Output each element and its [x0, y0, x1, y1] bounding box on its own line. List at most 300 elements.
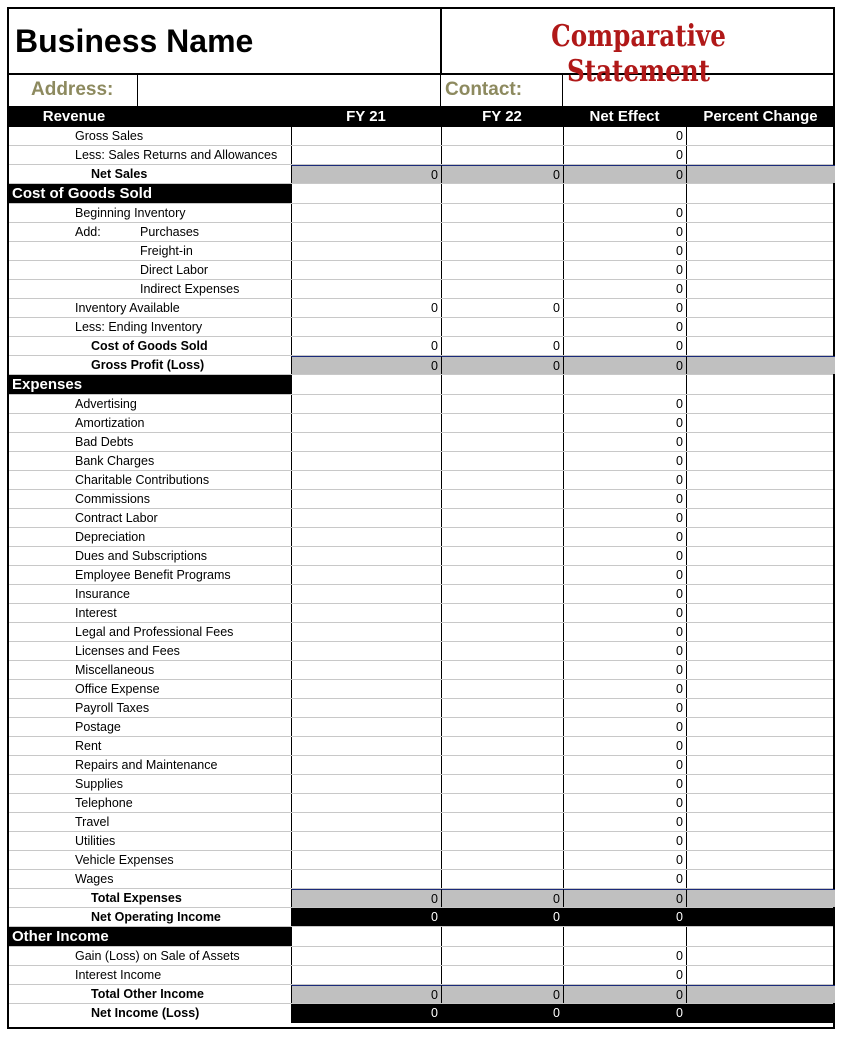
- fy21-cell: 0: [291, 337, 441, 355]
- percent-change-cell[interactable]: [686, 947, 835, 965]
- net-effect-cell: 0: [563, 433, 686, 451]
- row-label: Advertising: [75, 397, 137, 411]
- table-row: [9, 718, 833, 737]
- percent-change-cell[interactable]: [686, 242, 835, 260]
- percent-change-cell: [686, 889, 835, 907]
- table-row: [9, 433, 833, 452]
- fy22-cell[interactable]: [441, 966, 563, 984]
- fy21-cell[interactable]: [291, 737, 441, 755]
- table-row: [9, 452, 833, 471]
- other-income-rows: [9, 947, 833, 985]
- percent-change-cell[interactable]: [686, 870, 835, 888]
- percent-change-cell: [686, 1004, 835, 1023]
- percent-change-cell[interactable]: [686, 509, 835, 527]
- fy22-header: FY 22: [482, 108, 522, 125]
- percent-change-cell[interactable]: [686, 204, 835, 222]
- fy22-cell[interactable]: [441, 528, 563, 546]
- fy22-cell: 0: [441, 908, 563, 926]
- percent-change-cell[interactable]: [686, 680, 835, 698]
- fy21-cell: [291, 375, 441, 394]
- percent-change-cell[interactable]: [686, 280, 835, 298]
- row-label: Gross Profit (Loss): [91, 358, 205, 372]
- percent-change-cell: [686, 375, 835, 394]
- fy22-cell[interactable]: [441, 718, 563, 736]
- percent-change-header: Percent Change: [703, 108, 818, 125]
- net-effect-cell: 0: [563, 452, 686, 470]
- percent-change-cell[interactable]: [686, 395, 835, 413]
- fy22-cell[interactable]: [441, 813, 563, 831]
- row-label: Total Expenses: [91, 891, 182, 905]
- row-label: Vehicle Expenses: [75, 853, 174, 867]
- fy21-cell[interactable]: [291, 395, 441, 413]
- row-label: Direct Labor: [140, 263, 209, 277]
- percent-change-cell[interactable]: [686, 585, 835, 603]
- fy22-cell: [441, 184, 563, 203]
- row-label: Insurance: [75, 587, 130, 601]
- fy22-cell: 0: [441, 889, 563, 907]
- net-effect-cell: 0: [563, 680, 686, 698]
- percent-change-cell: [686, 165, 835, 183]
- table-row: [9, 223, 833, 242]
- row-label: Gross Sales: [75, 129, 144, 143]
- fy21-cell[interactable]: [291, 280, 441, 298]
- header: [9, 9, 833, 89]
- percent-change-cell[interactable]: [686, 737, 835, 755]
- net-effect-cell: 0: [563, 794, 686, 812]
- fy21-cell[interactable]: [291, 547, 441, 565]
- percent-change-cell[interactable]: [686, 528, 835, 546]
- percent-change-cell: [686, 184, 835, 203]
- fy21-cell[interactable]: [291, 851, 441, 869]
- percent-change-cell[interactable]: [686, 337, 835, 355]
- section-title: Cost of Goods Sold: [9, 184, 291, 203]
- net-effect-cell: [563, 375, 686, 394]
- row-label: Travel: [75, 815, 110, 829]
- row-label: Licenses and Fees: [75, 644, 180, 658]
- fy21-cell[interactable]: [291, 585, 441, 603]
- net-effect-header: Net Effect: [589, 108, 660, 125]
- percent-change-cell[interactable]: [686, 566, 835, 584]
- table-row: [9, 242, 833, 261]
- net-effect-cell: 0: [563, 547, 686, 565]
- table-row: [9, 414, 833, 433]
- fy21-cell[interactable]: [291, 127, 441, 145]
- fy22-cell[interactable]: [441, 547, 563, 565]
- percent-change-cell[interactable]: [686, 813, 835, 831]
- fy21-cell[interactable]: [291, 642, 441, 660]
- fy22-cell[interactable]: [441, 699, 563, 717]
- row-label: Postage: [75, 720, 121, 734]
- table-row: [9, 604, 833, 623]
- net-effect-cell: 0: [563, 127, 686, 145]
- net-effect-cell: 0: [563, 165, 686, 183]
- table-row: [9, 947, 833, 966]
- fy21-cell[interactable]: [291, 775, 441, 793]
- fy21-cell[interactable]: [291, 699, 441, 717]
- fy21-cell[interactable]: [291, 318, 441, 336]
- percent-change-cell[interactable]: [686, 775, 835, 793]
- row-label: Rent: [75, 739, 102, 753]
- table-row: [9, 547, 833, 566]
- section-title: Other Income: [9, 927, 291, 946]
- fy22-cell[interactable]: [441, 642, 563, 660]
- fy21-cell: 0: [291, 1004, 441, 1023]
- row-label: Net Income (Loss): [91, 1006, 200, 1020]
- percent-change-cell[interactable]: [686, 623, 835, 641]
- table-row: [9, 908, 833, 927]
- net-effect-cell: 0: [563, 642, 686, 660]
- net-effect-cell: 0: [563, 623, 686, 641]
- percent-change-cell[interactable]: [686, 471, 835, 489]
- fy22-cell[interactable]: [441, 947, 563, 965]
- net-effect-cell: 0: [563, 604, 686, 622]
- percent-change-cell[interactable]: [686, 452, 835, 470]
- fy22-cell[interactable]: [441, 870, 563, 888]
- row-label: Office Expense: [75, 682, 160, 696]
- percent-change-cell[interactable]: [686, 756, 835, 774]
- table-row: [9, 756, 833, 775]
- table-row: [9, 1004, 833, 1023]
- net-effect-cell: 0: [563, 1004, 686, 1023]
- fy21-cell[interactable]: [291, 718, 441, 736]
- section-title: Expenses: [9, 375, 291, 394]
- table-row: [9, 165, 833, 184]
- net-effect-cell: 0: [563, 661, 686, 679]
- fy22-cell[interactable]: [441, 204, 563, 222]
- net-effect-cell: 0: [563, 775, 686, 793]
- fy21-cell[interactable]: [291, 604, 441, 622]
- statement-body: [9, 127, 833, 1023]
- row-label: Less: Ending Inventory: [75, 320, 203, 334]
- net-effect-cell: 0: [563, 414, 686, 432]
- percent-change-cell[interactable]: [686, 642, 835, 660]
- net-effect-cell: 0: [563, 509, 686, 527]
- fy22-cell[interactable]: [441, 490, 563, 508]
- percent-change-cell: [686, 908, 835, 926]
- table-row: [9, 566, 833, 585]
- fy22-cell[interactable]: [441, 737, 563, 755]
- fy22-cell: 0: [441, 299, 563, 317]
- fy21-cell[interactable]: [291, 813, 441, 831]
- table-row: [9, 966, 833, 985]
- percent-change-cell[interactable]: [686, 490, 835, 508]
- table-row: [9, 870, 833, 889]
- table-row: [9, 299, 833, 318]
- divider: [440, 75, 441, 106]
- net-effect-cell: 0: [563, 299, 686, 317]
- row-label: Interest: [75, 606, 117, 620]
- row-label: Bad Debts: [75, 435, 134, 449]
- statement-title: Comparative Statement: [551, 19, 726, 89]
- section-cogs: [9, 184, 833, 204]
- table-row: [9, 813, 833, 832]
- address-row: [9, 75, 833, 107]
- fy21-cell[interactable]: [291, 433, 441, 451]
- net-effect-cell: 0: [563, 870, 686, 888]
- row-label: Miscellaneous: [75, 663, 155, 677]
- fy21-cell[interactable]: [291, 680, 441, 698]
- fy22-cell[interactable]: [441, 756, 563, 774]
- fy22-cell: [441, 927, 563, 946]
- net-effect-cell: 0: [563, 813, 686, 831]
- percent-change-cell[interactable]: [686, 966, 835, 984]
- row-label: Indirect Expenses: [140, 282, 240, 296]
- row-label: Beginning Inventory: [75, 206, 186, 220]
- row-label: Charitable Contributions: [75, 473, 210, 487]
- row-label: Bank Charges: [75, 454, 155, 468]
- table-row: [9, 832, 833, 851]
- row-label: Net Sales: [91, 167, 148, 181]
- percent-change-cell[interactable]: [686, 718, 835, 736]
- fy22-cell[interactable]: [441, 509, 563, 527]
- row-label: Legal and Professional Fees: [75, 625, 234, 639]
- net-effect-cell: 0: [563, 985, 686, 1003]
- fy21-cell: 0: [291, 165, 441, 183]
- fy21-cell: 0: [291, 908, 441, 926]
- fy21-cell: [291, 184, 441, 203]
- percent-change-cell[interactable]: [686, 414, 835, 432]
- table-row: [9, 280, 833, 299]
- fy22-cell[interactable]: [441, 318, 563, 336]
- fy22-cell[interactable]: [441, 566, 563, 584]
- fy21-cell: 0: [291, 299, 441, 317]
- percent-change-cell: [686, 356, 835, 374]
- net-effect-cell: 0: [563, 832, 686, 850]
- net-effect-cell: 0: [563, 490, 686, 508]
- net-effect-cell: 0: [563, 699, 686, 717]
- table-row: [9, 318, 833, 337]
- net-effect-cell: 0: [563, 566, 686, 584]
- row-label: Interest Income: [75, 968, 162, 982]
- fy22-cell: 0: [441, 1004, 563, 1023]
- percent-change-cell[interactable]: [686, 146, 835, 164]
- percent-change-cell[interactable]: [686, 661, 835, 679]
- fy21-cell[interactable]: [291, 756, 441, 774]
- fy22-cell[interactable]: [441, 223, 563, 241]
- percent-change-cell[interactable]: [686, 699, 835, 717]
- net-effect-cell: 0: [563, 356, 686, 374]
- net-effect-cell: 0: [563, 223, 686, 241]
- fy21-cell[interactable]: [291, 794, 441, 812]
- fy22-cell[interactable]: [441, 471, 563, 489]
- fy21-cell[interactable]: [291, 832, 441, 850]
- table-row: [9, 985, 833, 1004]
- net-effect-cell: 0: [563, 318, 686, 336]
- row-label: Freight-in: [140, 244, 193, 258]
- divider: [137, 75, 138, 106]
- table-row: [9, 509, 833, 528]
- column-header: [9, 107, 833, 127]
- table-row: [9, 337, 833, 356]
- fy22-cell: 0: [441, 337, 563, 355]
- fy22-cell[interactable]: [441, 452, 563, 470]
- table-row: [9, 889, 833, 908]
- table-row: [9, 356, 833, 375]
- table-row: [9, 851, 833, 870]
- add-prefix: Add:: [75, 225, 101, 239]
- table-row: [9, 585, 833, 604]
- net-effect-cell: 0: [563, 718, 686, 736]
- address-label: Address:: [31, 79, 114, 100]
- net-effect-cell: 0: [563, 851, 686, 869]
- net-effect-cell: 0: [563, 966, 686, 984]
- net-effect-cell: 0: [563, 280, 686, 298]
- statement-sheet: [7, 7, 835, 1029]
- percent-change-cell: [686, 927, 835, 946]
- percent-change-cell[interactable]: [686, 223, 835, 241]
- fy21-cell[interactable]: [291, 870, 441, 888]
- divider: [562, 75, 563, 106]
- net-effect-cell: [563, 927, 686, 946]
- percent-change-cell[interactable]: [686, 604, 835, 622]
- net-effect-cell: 0: [563, 395, 686, 413]
- table-row: [9, 471, 833, 490]
- table-row: [9, 623, 833, 642]
- net-effect-cell: 0: [563, 146, 686, 164]
- row-label: Employee Benefit Programs: [75, 568, 231, 582]
- header-divider: [440, 9, 442, 73]
- percent-change-cell[interactable]: [686, 299, 835, 317]
- fy22-cell[interactable]: [441, 794, 563, 812]
- row-label: Purchases: [140, 225, 200, 239]
- row-label: Wages: [75, 872, 114, 886]
- net-effect-cell: 0: [563, 337, 686, 355]
- percent-change-cell[interactable]: [686, 794, 835, 812]
- net-effect-cell: [563, 184, 686, 203]
- table-row: [9, 680, 833, 699]
- percent-change-cell: [686, 985, 835, 1003]
- revenue-header: Revenue: [42, 108, 106, 125]
- net-effect-cell: 0: [563, 471, 686, 489]
- fy21-cell[interactable]: [291, 471, 441, 489]
- expense-rows: [9, 395, 833, 889]
- percent-change-cell[interactable]: [686, 832, 835, 850]
- table-row: [9, 127, 833, 146]
- net-effect-cell: 0: [563, 242, 686, 260]
- table-row: [9, 395, 833, 414]
- fy22-cell[interactable]: [441, 661, 563, 679]
- contact-label: Contact:: [445, 79, 523, 100]
- percent-change-cell[interactable]: [686, 318, 835, 336]
- net-effect-cell: 0: [563, 528, 686, 546]
- fy21-cell[interactable]: [291, 623, 441, 641]
- table-row: [9, 737, 833, 756]
- fy21-cell: 0: [291, 889, 441, 907]
- fy22-cell[interactable]: [441, 280, 563, 298]
- fy22-cell[interactable]: [441, 146, 563, 164]
- row-label: Depreciation: [75, 530, 146, 544]
- fy21-cell[interactable]: [291, 146, 441, 164]
- row-label: Commissions: [75, 492, 151, 506]
- row-label: Gain (Loss) on Sale of Assets: [75, 949, 240, 963]
- row-label: Repairs and Maintenance: [75, 758, 218, 772]
- fy21-cell[interactable]: [291, 261, 441, 279]
- net-effect-cell: 0: [563, 261, 686, 279]
- table-row: [9, 146, 833, 165]
- percent-change-cell[interactable]: [686, 433, 835, 451]
- table-row: [9, 204, 833, 223]
- net-effect-cell: 0: [563, 204, 686, 222]
- table-row: [9, 642, 833, 661]
- table-row: [9, 794, 833, 813]
- fy21-cell: 0: [291, 356, 441, 374]
- fy21-cell[interactable]: [291, 490, 441, 508]
- row-label: Inventory Available: [75, 301, 180, 315]
- percent-change-cell[interactable]: [686, 261, 835, 279]
- fy22-cell[interactable]: [441, 623, 563, 641]
- table-row: [9, 661, 833, 680]
- fy21-cell[interactable]: [291, 242, 441, 260]
- business-name[interactable]: Business Name: [15, 23, 254, 59]
- fy22-cell[interactable]: [441, 242, 563, 260]
- net-effect-cell: 0: [563, 908, 686, 926]
- fy21-cell[interactable]: [291, 452, 441, 470]
- fy21-cell[interactable]: [291, 528, 441, 546]
- net-effect-cell: 0: [563, 947, 686, 965]
- table-row: [9, 261, 833, 280]
- fy22-cell[interactable]: [441, 832, 563, 850]
- row-label: Less: Sales Returns and Allowances: [75, 148, 278, 162]
- net-effect-cell: 0: [563, 756, 686, 774]
- section-expenses: [9, 375, 833, 395]
- percent-change-cell[interactable]: [686, 547, 835, 565]
- row-label: Cost of Goods Sold: [91, 339, 208, 353]
- fy21-cell[interactable]: [291, 204, 441, 222]
- net-effect-cell: 0: [563, 737, 686, 755]
- fy21-cell[interactable]: [291, 509, 441, 527]
- fy22-cell[interactable]: [441, 604, 563, 622]
- fy22-cell: [441, 375, 563, 394]
- row-label: Dues and Subscriptions: [75, 549, 208, 563]
- fy22-cell[interactable]: [441, 680, 563, 698]
- fy21-cell: 0: [291, 985, 441, 1003]
- fy21-cell[interactable]: [291, 661, 441, 679]
- fy22-cell[interactable]: [441, 127, 563, 145]
- table-row: [9, 490, 833, 509]
- fy22-cell[interactable]: [441, 395, 563, 413]
- fy22-cell: 0: [441, 165, 563, 183]
- percent-change-cell[interactable]: [686, 851, 835, 869]
- percent-change-cell[interactable]: [686, 127, 835, 145]
- fy22-cell[interactable]: [441, 851, 563, 869]
- fy22-cell: 0: [441, 985, 563, 1003]
- fy22-cell[interactable]: [441, 414, 563, 432]
- fy21-header: FY 21: [346, 108, 386, 125]
- fy22-cell[interactable]: [441, 433, 563, 451]
- row-label: Payroll Taxes: [75, 701, 150, 715]
- row-label: Telephone: [75, 796, 133, 810]
- section-other-income: [9, 927, 833, 947]
- fy21-cell[interactable]: [291, 223, 441, 241]
- table-row: [9, 775, 833, 794]
- row-label: Amortization: [75, 416, 145, 430]
- fy21-cell[interactable]: [291, 947, 441, 965]
- row-label: Supplies: [75, 777, 123, 791]
- fy22-cell[interactable]: [441, 775, 563, 793]
- fy22-cell: 0: [441, 356, 563, 374]
- fy21-cell[interactable]: [291, 966, 441, 984]
- net-effect-cell: 0: [563, 585, 686, 603]
- table-row: [9, 528, 833, 547]
- fy21-cell[interactable]: [291, 414, 441, 432]
- fy22-cell[interactable]: [441, 585, 563, 603]
- fy22-cell[interactable]: [441, 261, 563, 279]
- fy21-cell: [291, 927, 441, 946]
- fy21-cell[interactable]: [291, 566, 441, 584]
- table-row: [9, 699, 833, 718]
- row-label: Total Other Income: [91, 987, 204, 1001]
- row-label: Net Operating Income: [91, 910, 221, 924]
